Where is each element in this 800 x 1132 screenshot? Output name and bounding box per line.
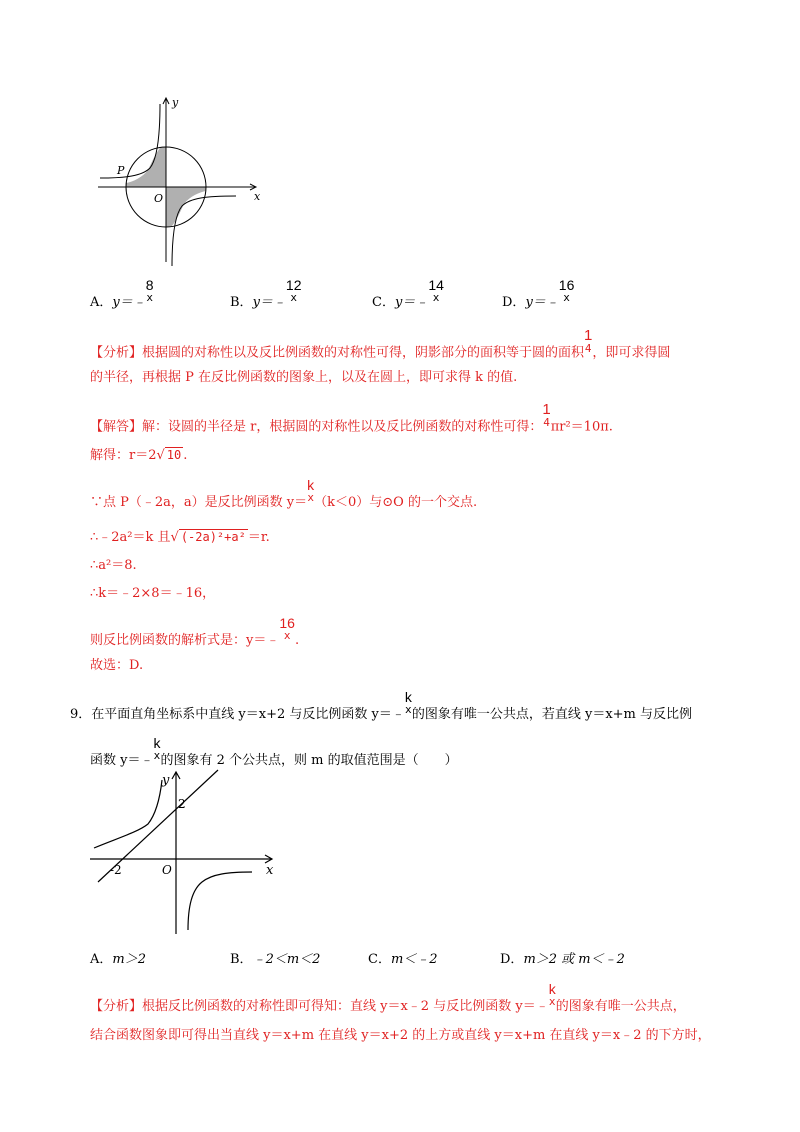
q9-option-a: A．m＞2 [90,952,146,967]
fig2-o-label: O [162,863,172,877]
q8-solution-line4: ∴﹣2a²＝k 且√ (-2a)²+a² ＝r. [90,530,270,545]
q8-option-c: C．y＝﹣ 14 x [372,277,444,310]
q8-solution-line1: 【解答】解：设圆的半径是 r，根据圆的对称性以及反比例函数的对称性可得： 1 4 πr²＝10π. [90,401,613,435]
fig2-tick-x: -2 [110,863,122,877]
q8-solution-line2: 解得：r＝2√ 10 . [90,448,188,463]
q9-stem-line2: 函数 y＝﹣ k x 的图象有 2 个公共点，则 m 的取值范围是（ ） [90,735,458,768]
q8-analysis-line1: 【分析】根据圆的对称性以及反比例函数的对称性可得，阴影部分的面积等于圆的面积 1 4 ，即可求得圆 [90,327,671,361]
q8-solution-line7: 则反比例函数的解析式是：y＝﹣ 16 x . [90,615,300,648]
q8-solution-line8: 故选：D. [90,658,144,673]
fig1-p-label: P [117,164,125,177]
q8-solution-line3: ∵点 P（﹣2a，a）是反比例函数 y＝ k x （k＜0）与⊙O 的一个交点. [90,477,478,510]
q8-option-a: A．y＝﹣ 8 x [90,277,154,310]
fig1-o-label: O [154,192,164,205]
circle-hyperbola-figure [90,90,270,270]
fig1-x-label: x [254,190,261,203]
q8-option-b: B．y＝﹣ 12 x [230,277,302,310]
q8-solution-line5: ∴a²＝8. [90,558,137,573]
fig2-y-label: y [162,773,170,788]
fig2-tick-y: 2 [178,797,186,811]
q9-stem-line1: 9．在平面直角坐标系中直线 y＝x+2 与反比例函数 y＝﹣ k x 的图象有唯一公共点，若直线 y＝x+m 与反比例 [70,689,693,722]
q8-solution-line6: ∴k＝﹣2×8＝﹣16， [90,586,216,601]
fig1-y-label: y [172,96,179,109]
q8-analysis-line2: 的半径，再根据 P 在反比例函数的图象上，以及在圆上，即可求得 k 的值. [90,370,518,385]
q9-analysis-line2: 结合函数图象即可得出当直线 y＝x+m 在直线 y＝x+2 的上方或直线 y＝x+m 在直线 y＝x﹣2 的下方时， [90,1028,711,1043]
q9-option-b: B．﹣2＜m＜2 [230,952,321,967]
q9-option-d: D．m＞2 或 m＜﹣2 [500,952,625,967]
q9-analysis-line1: 【分析】根据反比例函数的对称性即可得知：直线 y＝x﹣2 与反比例函数 y＝﹣ k x 的图象有唯一公共点， [90,981,686,1014]
q9-option-c: C．m＜﹣2 [368,952,438,967]
line-hyperbola-figure [88,768,288,938]
q8-option-d: D．y＝﹣ 16 x [502,277,575,310]
fig2-x-label: x [266,863,274,878]
